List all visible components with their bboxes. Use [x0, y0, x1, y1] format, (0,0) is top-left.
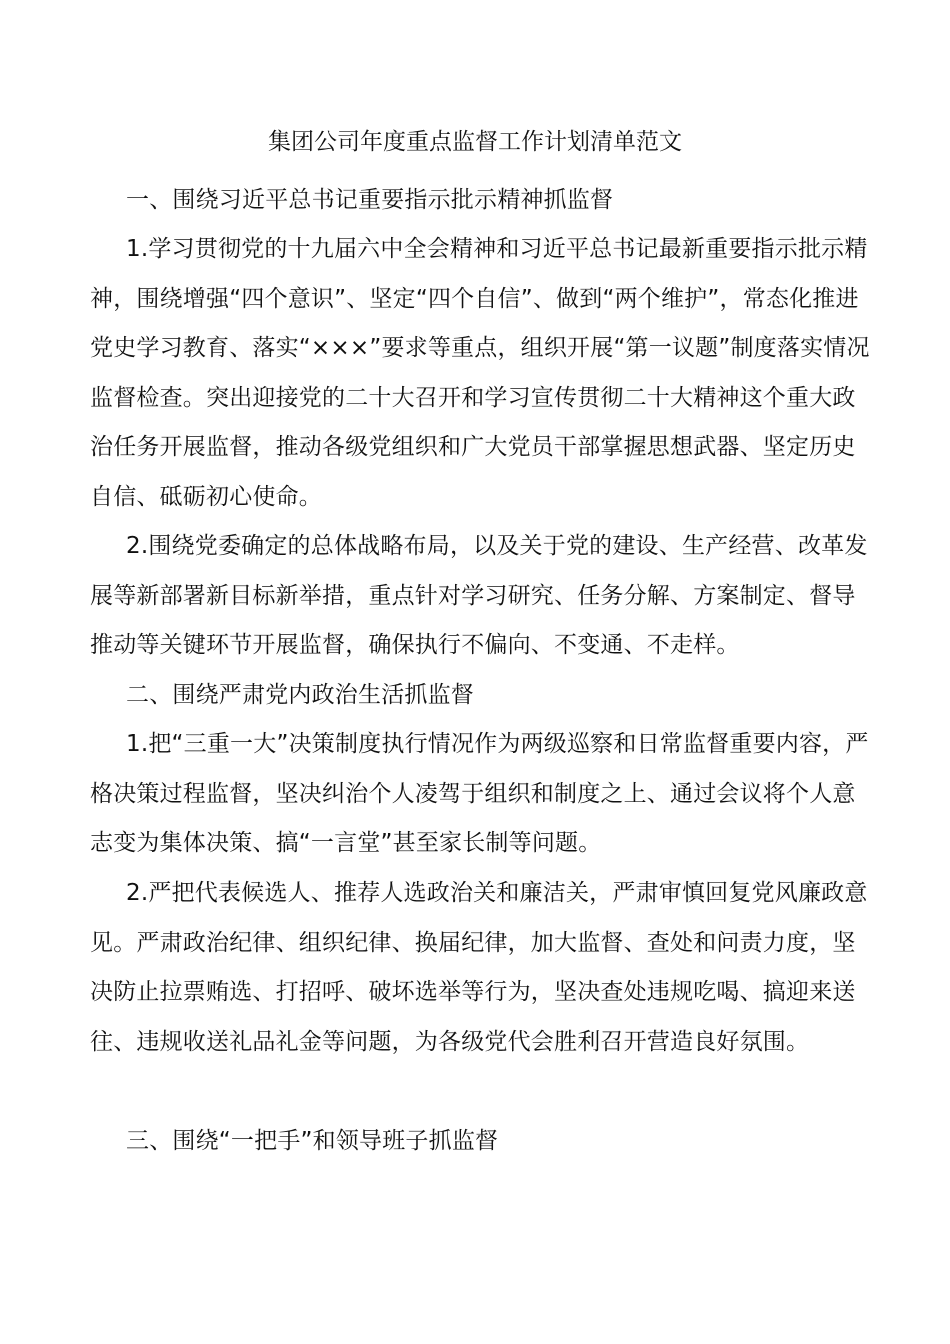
section-heading-3: 三、围绕“一把手”和领导班子抓监督 — [126, 1128, 499, 1154]
document-title: 集团公司年度重点监督工作计划清单范文 — [268, 129, 682, 155]
paragraph-1-2: 2.围绕党委确定的总体战略布局，以及关于党的建设、生产经营、改革发展等新部署新目标新举措，重点针对学习研究、任务分解、方案制定、督导推动等关键环节开展监督，确保执行不偏向、不变通、不走样。 — [90, 533, 868, 659]
paragraph-2-1: 1.把“三重一大”决策制度执行情况作为两级巡察和日常监督重要内容，严格决策过程监督，坚决纠治个人凌驾于组织和制度之上、通过会议将个人意志变为集体决策、搞“一言堂”甚至家长制等问题。 — [90, 731, 869, 857]
section-heading-2: 二、围绕严肃党内政治生活抓监督 — [126, 682, 474, 708]
paragraph-2-2: 2.严把代表候选人、推荐人选政治关和廉洁关，严肃审慎回复党风廉政意见。严肃政治纪律、组织纪律、换届纪律，加大监督、查处和问责力度，坚决防止拉票贿选、打招呼、破坏选举等行为，坚决查处违规吃喝、搞迎来送往、违规收送礼品礼金等问题，为各级党代会胜利召开营造良好氛围。 — [90, 880, 868, 1055]
paragraph-1-1: 1.学习贯彻党的十九届六中全会精神和习近平总书记最新重要指示批示精神，围绕增强“四个意识”、坚定“四个自信”、做到“两个维护”，常态化推进党史学习教育、落实“×××”要求等重点，组织开展“第一议题”制度落实情况监督检查。突出迎接党的二十大召开和学习宣传贯彻二十大精神这个重大政治任务开展监督，推动各级党组织和广大党员干部掌握思想武器、坚定历史自信、砥砺初心使命。 — [90, 236, 870, 510]
section-heading-1: 一、围绕习近平总书记重要指示批示精神抓监督 — [126, 187, 614, 213]
